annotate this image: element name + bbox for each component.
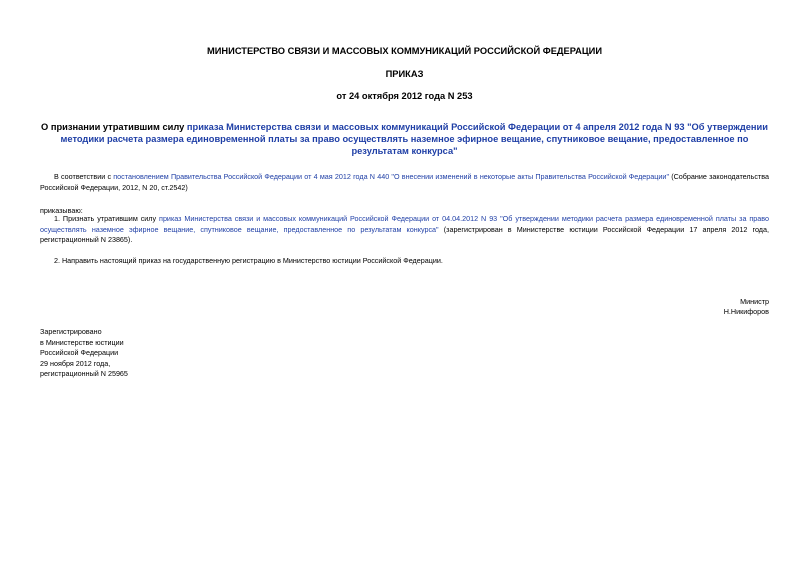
preamble-paragraph [40, 172, 769, 193]
title-prefix: О признании утратившим силу [41, 122, 187, 132]
signature-name: Н.Никифоров [723, 307, 769, 316]
document-type: ПРИКАЗ [385, 69, 424, 79]
title-order-link[interactable]: приказа Министерства связи и массовых коммуникаций Российской Федерации от 4 апреля 2012 года N 93 "Об утверждении методики расчета размера единовременной платы за право осуществлять наземное эфирное вещание, спутниковое вещание, предоставленное по результатам конкурса" [60, 122, 768, 156]
document-title [40, 121, 769, 157]
registration-line: 29 ноября 2012 года, [40, 358, 111, 368]
document-date-number: от 24 октября 2012 года N 253 [336, 91, 473, 101]
clause-2: 2. Направить настоящий приказ на государственную регистрацию в Министерство юстиции Российской Федерации. [54, 256, 443, 265]
clause-1-suffix: (зарегистрирован в Министерстве юстиции Российской Федерации 17 апреля 2012 года, регистрационный N 23865). [40, 224, 769, 244]
clause-1-prefix: 1. Признать утратившим силу [54, 214, 160, 223]
ministry-heading: МИНИСТЕРСТВО СВЯЗИ И МАССОВЫХ КОММУНИКАЦИЙ РОССИЙСКОЙ ФЕДЕРАЦИИ [207, 46, 602, 56]
clause-1 [40, 214, 769, 246]
revoked-order-link[interactable]: приказ Министерства связи и массовых коммуникаций Российской Федерации от 04.04.2012 N 93 "Об утверждении методики расчета размера единовременной платы за право осуществлять наземное эфирное вещание, спутниковое вещание, предоставленное по результатам конкурса" [40, 214, 769, 234]
registration-line: Российской Федерации [40, 348, 119, 357]
signature-position: Министр [740, 297, 769, 306]
registration-line: в Министерстве юстиции [40, 337, 124, 347]
order-word: приказываю: [40, 206, 83, 215]
preamble-prefix: В соответствии с [54, 172, 114, 181]
government-decree-link[interactable]: Правительства Российской Федерации от 4 мая 2012 года N 440 "О внесении изменений в некоторые акты Правительства Российской Федерации" [170, 172, 669, 181]
preamble-suffix: (Собрание законодательства Российской Федерации, 2012, N 20, ст.2542) [40, 172, 769, 192]
resolution-link[interactable]: постановлением [113, 172, 169, 181]
registration-line: регистрационный N 25965 [40, 369, 128, 378]
registration-line: Зарегистрировано [40, 327, 102, 336]
